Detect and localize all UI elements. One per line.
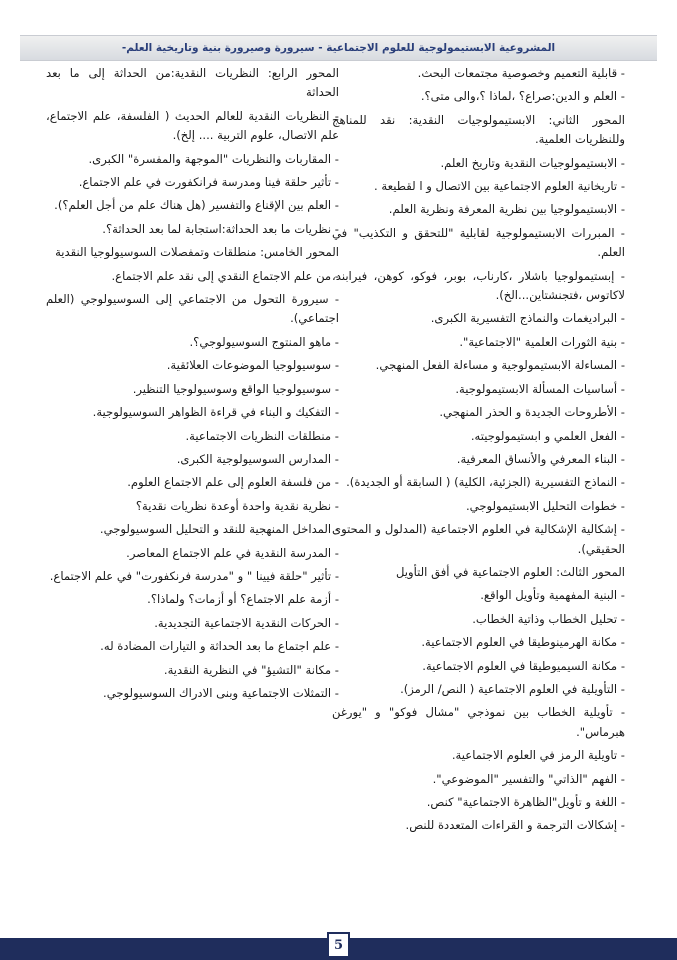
list-item: - تاويلية الرمز في العلوم الاجتماعية. bbox=[451, 748, 625, 763]
list-item: - البنية المفهمية وتأويل الواقع. bbox=[480, 588, 625, 603]
section-heading: المحور الثالث: العلوم الاجتماعية في أفق التأويل bbox=[396, 564, 625, 579]
list-item: - سوسيولوجيا الواقع وسوسيولوجيا التنظير. bbox=[132, 381, 339, 396]
list-item: - أساسيات المسألة الابستيمولوجية. bbox=[455, 381, 625, 396]
list-item: - تحليل الخطاب وذاتية الخطاب. bbox=[472, 611, 625, 626]
list-item: - إشكالات الترجمة و القراءات المتعددة للنص. bbox=[405, 818, 625, 833]
list-item: - علم اجتماع ما بعد الحداثة و التيارات المضادة له. bbox=[100, 639, 339, 654]
list-item: - مكانة السيميوطيقا في العلوم الاجتماعية. bbox=[422, 658, 625, 673]
list-item: - قابلية التعميم وخصوصية مجتمعات البحث. bbox=[417, 66, 625, 80]
running-header bbox=[20, 35, 657, 61]
list-item: - منطلقات النظريات الاجتماعية. bbox=[185, 428, 339, 443]
section-heading: المحور الرابع: النظريات النقدية:من الحداثة إلى ما بعد الحداثة bbox=[46, 66, 339, 100]
list-item: - سيرورة التحول من الاجتماعي إلى السوسيولوجي (العلم اجتماعي). bbox=[46, 292, 339, 326]
right-column bbox=[332, 64, 625, 840]
list-item: - إشكالية الإشكالية في العلوم الاجتماعية (المدلول و المحتوى الحقيقي). bbox=[332, 522, 625, 556]
list-item: - الابستيمولوجيات النقدية وتاريخ العلم. bbox=[440, 155, 625, 170]
list-item: - مكانة الهرمينوطيقا في العلوم الاجتماعية. bbox=[421, 635, 625, 650]
list-item: - التمثلات الاجتماعية وبنى الادراك السوسيولوجي. bbox=[103, 685, 339, 700]
list-item: - الأطروحات الجديدة و الحذر المنهجي. bbox=[439, 405, 625, 420]
list-item: - تأويلية الخطاب بين نموذجي "مشال فوكو" و "يورغن هبرماس". bbox=[332, 705, 625, 739]
list-item: - التفكيك و البناء في قراءة الظواهر السوسيولوجية. bbox=[92, 405, 339, 420]
list-item: - نظريات ما بعد الحداثة:استجابة لما بعد الحداثة؟. bbox=[102, 221, 339, 236]
list-item: - اللغة و تأويل"الظاهرة الاجتماعية" كنص. bbox=[426, 795, 625, 809]
list-item: - الفهم "الذاتي" والتفسير "الموضوعي". bbox=[432, 771, 625, 786]
list-item: - نظرية نقدية واحدة أوعدة نظريات نقدية؟ bbox=[135, 498, 339, 513]
list-item: - الابستيمولوجيا بين نظرية المعرفة ونظرية العلم. bbox=[388, 202, 625, 217]
list-item: - المبررات الابستيمولوجية لقابلية "للتحقق و التكذيب" في العلم. bbox=[332, 225, 625, 260]
list-item: - المساءلة الابستيمولوجية و مساءلة الفعل المنهجي. bbox=[375, 358, 625, 373]
list-item: - الحركات النقدية الاجتماعية التجديدية. bbox=[154, 615, 339, 630]
list-item: - التأويلية في العلوم الاجتماعية ( النص/ الرمز). bbox=[400, 681, 625, 696]
list-item: - الفعل العلمي و ابستيمولوجيته. bbox=[470, 428, 625, 443]
list-item: - العلم بين الإقناع والتفسير (هل هناك علم من أجل العلم؟). bbox=[54, 198, 339, 213]
list-item: - تأثير "حلقة فيينا " و "مدرسة فرنكفورت" في علم الاجتماع. bbox=[49, 568, 339, 583]
list-item: - النظريات النقدية للعالم الحديث ( الفلسفة، علم الاجتماع، علم الاتصال، علوم التربية .... إلخ). bbox=[46, 108, 339, 143]
running-header-title: المشروعية الابستيمولوجية للعلوم الاجتماعية - سيرورة وصيرورة بنية وتاريخية العلم- bbox=[121, 42, 556, 54]
list-item: - المدرسة النقدية في علم الاجتماع المعاصر. bbox=[126, 545, 339, 560]
list-item: - خطوات التحليل الابستيمولوجي. bbox=[465, 498, 625, 513]
list-item: - المدارس السوسيولوجية الكبرى. bbox=[176, 451, 339, 466]
section-heading: المحور الخامس: منطلقات وتمفصلات السوسيولوجيا النقدية bbox=[55, 245, 339, 260]
list-item: - البناء المعرفي والأنساق المعرفية. bbox=[456, 451, 625, 466]
list-item: - تاريخانية العلوم الاجتماعية بين الاتصال و ا لقطيعة . bbox=[374, 179, 625, 194]
list-item: - مكانة "التشيؤ" في النظرية النقدية. bbox=[163, 662, 339, 677]
list-item: - بنية الثورات العلمية "الاجتماعية". bbox=[459, 334, 625, 349]
section-heading: المحور الثاني: الابستيمولوجيات النقدية: نقد للمناهج وللنظريات العلمية. bbox=[332, 112, 625, 147]
list-item: - سوسيولوجيا الموضوعات العلائقية. bbox=[166, 358, 339, 373]
list-item: - من علم الاجتماع النقدي إلى نقد علم الاجتماع. bbox=[111, 268, 339, 283]
list-item: - من فلسفة العلوم إلى علم الاجتماع العلوم. bbox=[127, 475, 339, 490]
left-column bbox=[46, 64, 339, 707]
list-item: - المقاربات والنظريات "الموجهة والمفسرة" الكبرى. bbox=[88, 151, 339, 166]
list-item: - المداخل المنهجية للنقد و التحليل السوسيولوجي. bbox=[99, 522, 339, 537]
page-number: 5 bbox=[327, 932, 350, 958]
list-item: - البراديغمات والنماذج التفسيرية الكبرى. bbox=[430, 311, 625, 326]
list-item: - أزمة علم الاجتماع؟ أو أزمات؟ ولماذا؟. bbox=[147, 592, 339, 607]
list-item: - تأثير حلقة فينا ومدرسة فرانكفورت في علم الاجتماع. bbox=[78, 175, 339, 190]
list-item: - النماذج التفسيرية (الجزئية، الكلية) ( السابقة أو الجديدة). bbox=[346, 475, 625, 490]
list-item: - ماهو المنتوج السوسيولوجي؟. bbox=[189, 334, 339, 349]
list-item: - العلم و الدين:صراع؟ ،لماذا ؟،والى متى؟. bbox=[420, 89, 625, 104]
list-item: - إبستيمولوجيا باشلار ،كارناب، بوبر، فوكو، كوهن، فيرابند، لاكاتوس ،فتجنشتاين...الخ). bbox=[332, 268, 625, 303]
